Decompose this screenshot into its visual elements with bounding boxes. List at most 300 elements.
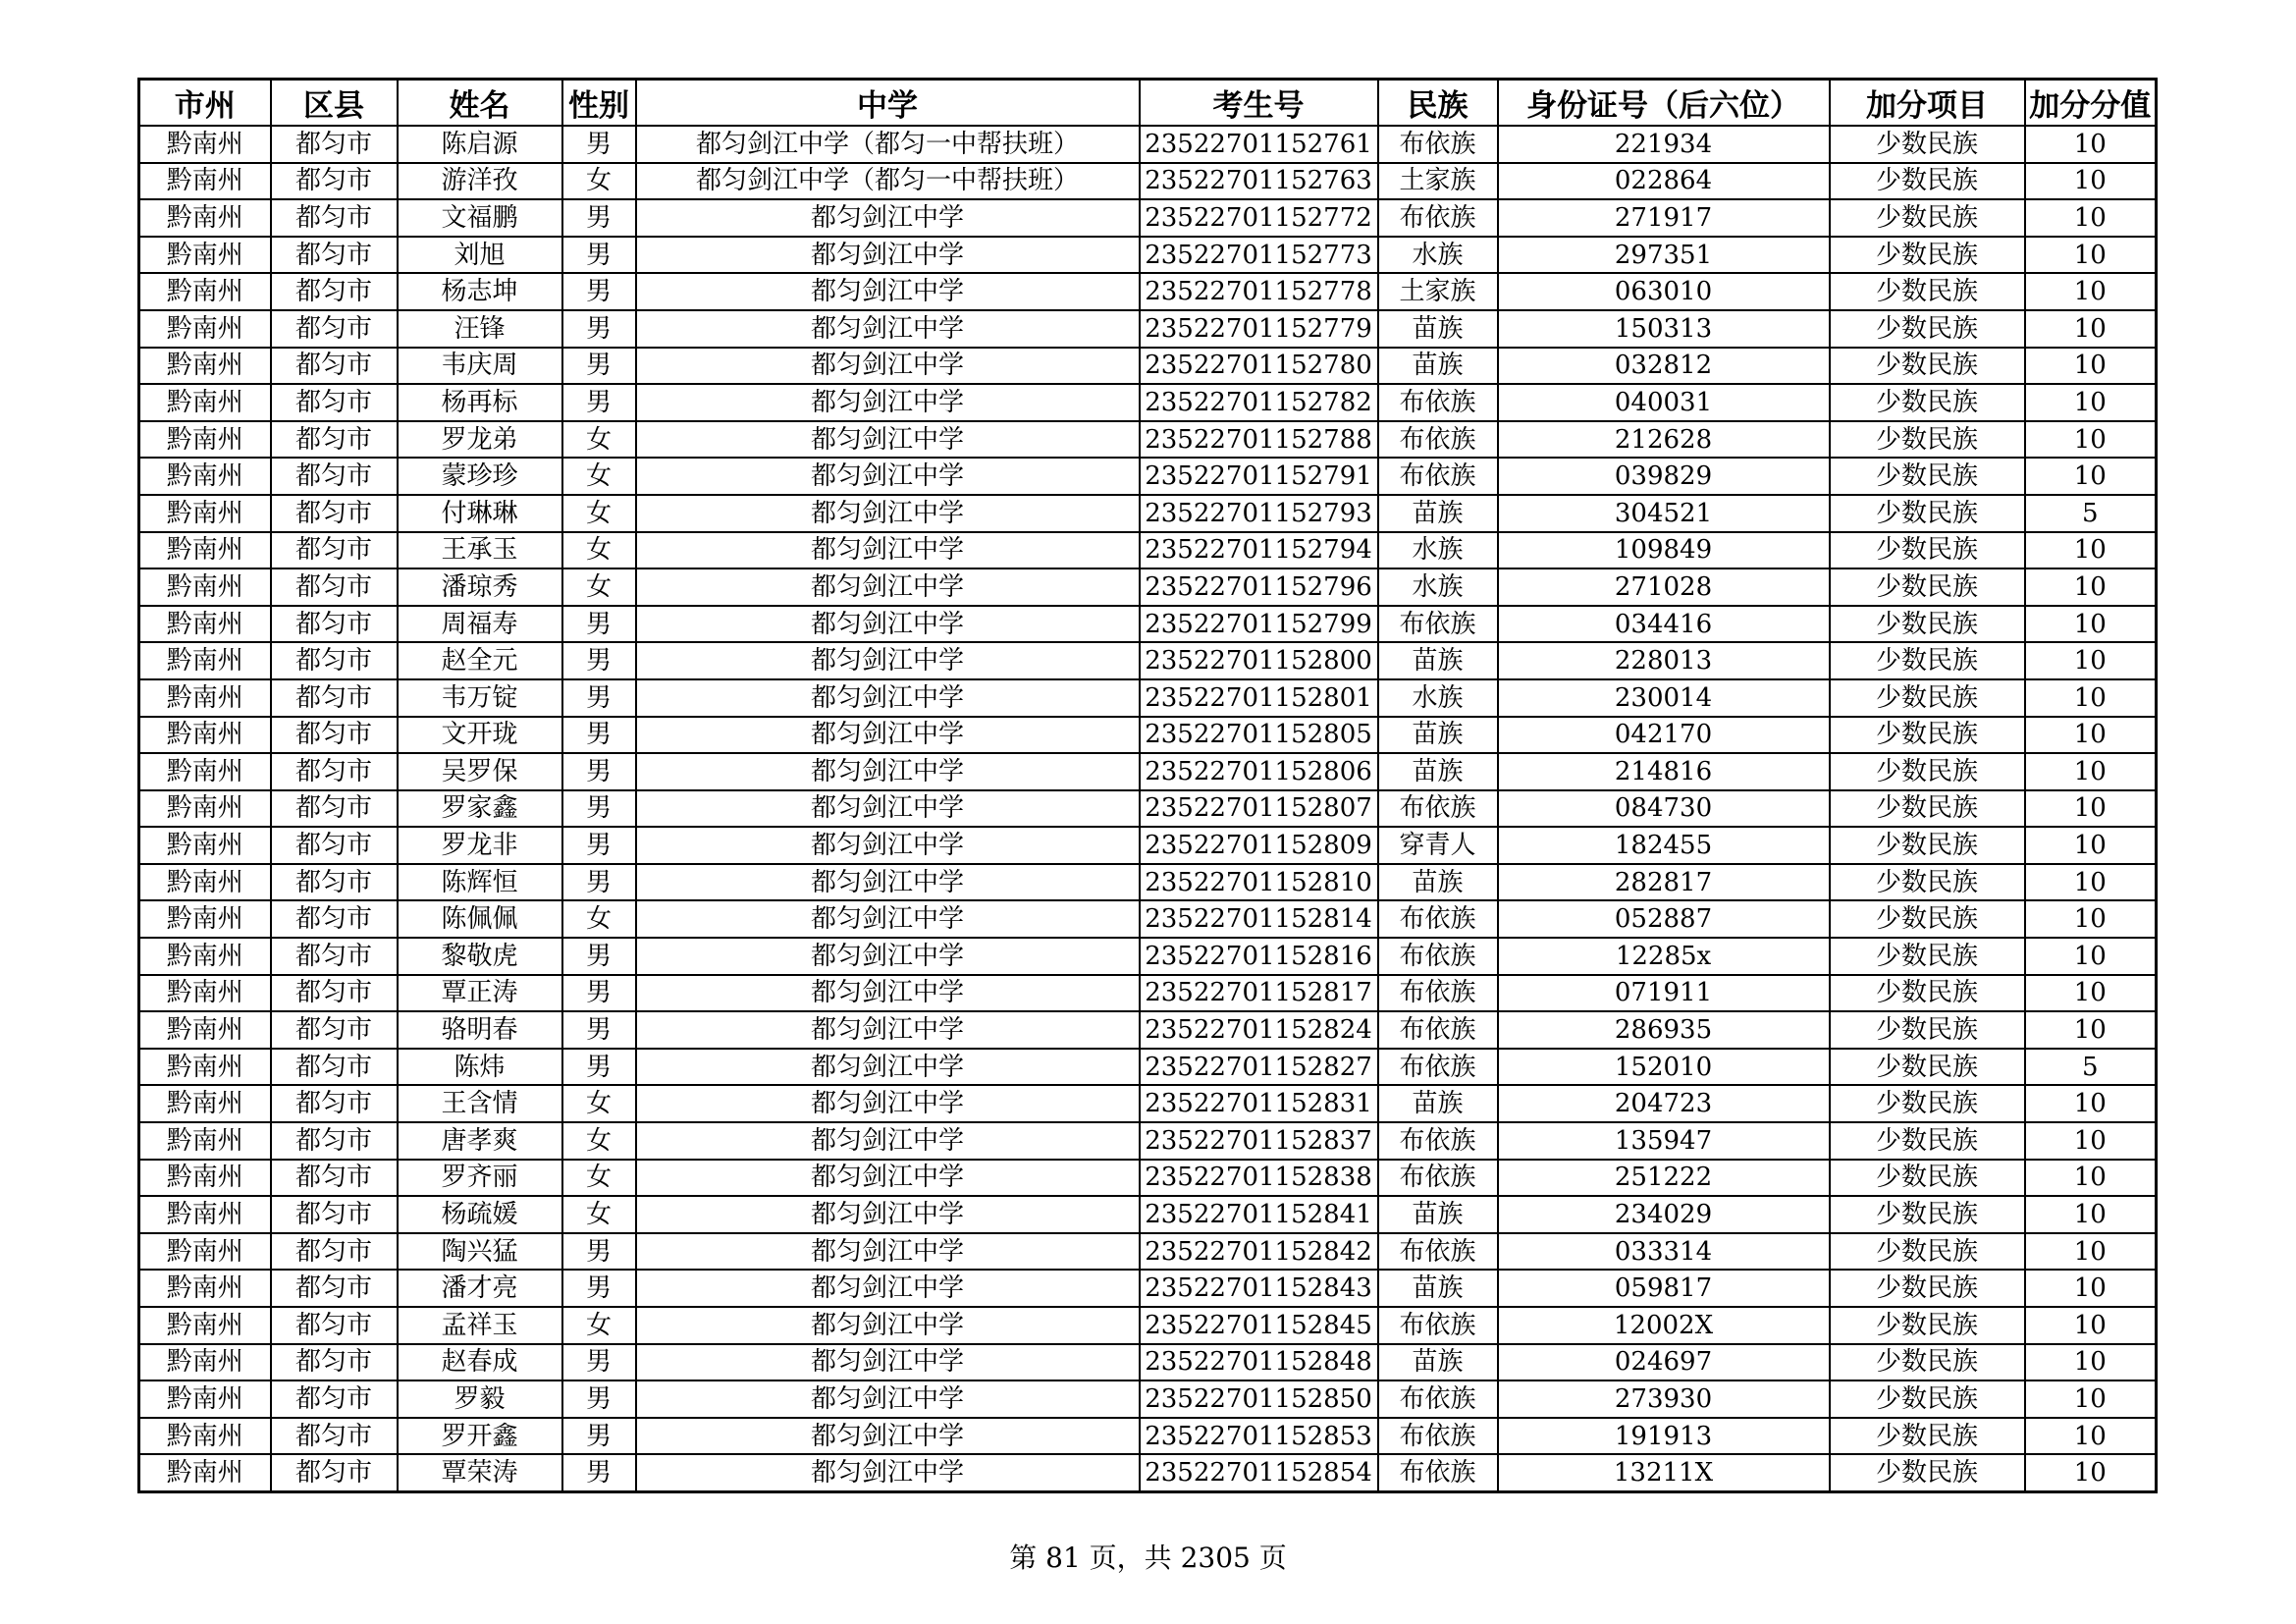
bonus-points-cell: 10 xyxy=(2025,717,2157,754)
id-last-six-cell: 13211X xyxy=(1498,1454,1830,1491)
bonus-points-cell: 10 xyxy=(2025,900,2157,938)
table-row xyxy=(139,1196,2157,1233)
table-body xyxy=(139,126,2157,1491)
name-cell: 唐孝爽 xyxy=(398,1122,562,1160)
table-row xyxy=(139,421,2157,459)
name-cell: 骆明春 xyxy=(398,1011,562,1049)
bonus-points-cell: 10 xyxy=(2025,1380,2157,1418)
school-cell: 都匀剑江中学 xyxy=(636,348,1140,385)
bonus-points-cell: 10 xyxy=(2025,975,2157,1012)
gender-cell: 女 xyxy=(562,568,636,606)
gender-cell: 男 xyxy=(562,642,636,679)
school-cell: 都匀剑江中学（都匀一中帮扶班） xyxy=(636,126,1140,163)
city-cell: 黔南州 xyxy=(139,938,271,975)
district-cell: 都匀市 xyxy=(271,237,398,274)
gender-cell: 男 xyxy=(562,273,636,310)
name-cell: 陈辉恒 xyxy=(398,864,562,901)
gender-cell: 女 xyxy=(562,1122,636,1160)
name-cell: 文福鹏 xyxy=(398,199,562,237)
school-cell: 都匀剑江中学 xyxy=(636,790,1140,828)
school-cell: 都匀剑江中学 xyxy=(636,717,1140,754)
name-cell: 罗齐丽 xyxy=(398,1160,562,1197)
id-last-six-cell: 052887 xyxy=(1498,900,1830,938)
ethnicity-cell: 苗族 xyxy=(1378,753,1498,790)
school-cell: 都匀剑江中学 xyxy=(636,606,1140,643)
gender-cell: 男 xyxy=(562,199,636,237)
bonus-item-cell: 少数民族 xyxy=(1830,1160,2025,1197)
exam-number-cell: 23522701152814 xyxy=(1140,900,1378,938)
school-cell: 都匀剑江中学 xyxy=(636,1011,1140,1049)
id-last-six-cell: 022864 xyxy=(1498,163,1830,200)
gender-cell: 男 xyxy=(562,606,636,643)
table-row xyxy=(139,310,2157,348)
district-cell: 都匀市 xyxy=(271,1418,398,1455)
exam-number-cell: 23522701152799 xyxy=(1140,606,1378,643)
ethnicity-cell: 布依族 xyxy=(1378,458,1498,495)
exam-number-cell: 23522701152793 xyxy=(1140,495,1378,532)
exam-number-cell: 23522701152843 xyxy=(1140,1270,1378,1307)
gender-cell: 男 xyxy=(562,1454,636,1491)
gender-cell: 男 xyxy=(562,384,636,421)
school-cell: 都匀剑江中学（都匀一中帮扶班） xyxy=(636,163,1140,200)
name-cell: 潘琼秀 xyxy=(398,568,562,606)
table-row xyxy=(139,1344,2157,1381)
id-last-six-cell: 304521 xyxy=(1498,495,1830,532)
ethnicity-cell: 穿青人 xyxy=(1378,827,1498,864)
district-cell: 都匀市 xyxy=(271,679,398,717)
bonus-item-cell: 少数民族 xyxy=(1830,753,2025,790)
school-cell: 都匀剑江中学 xyxy=(636,975,1140,1012)
table-row xyxy=(139,606,2157,643)
ethnicity-cell: 布依族 xyxy=(1378,1454,1498,1491)
gender-cell: 男 xyxy=(562,975,636,1012)
exam-number-cell: 23522701152816 xyxy=(1140,938,1378,975)
gender-cell: 女 xyxy=(562,1196,636,1233)
school-cell: 都匀剑江中学 xyxy=(636,1380,1140,1418)
ethnicity-cell: 布依族 xyxy=(1378,1011,1498,1049)
table-row xyxy=(139,532,2157,569)
data-table-container xyxy=(137,78,2155,1493)
col-header-district: 区县 xyxy=(271,80,398,127)
name-cell: 陈佩佩 xyxy=(398,900,562,938)
exam-number-cell: 23522701152763 xyxy=(1140,163,1378,200)
table-row xyxy=(139,273,2157,310)
bonus-points-cell: 10 xyxy=(2025,237,2157,274)
city-cell: 黔南州 xyxy=(139,827,271,864)
ethnicity-cell: 苗族 xyxy=(1378,717,1498,754)
table-row xyxy=(139,679,2157,717)
bonus-points-cell: 10 xyxy=(2025,568,2157,606)
exam-number-cell: 23522701152788 xyxy=(1140,421,1378,459)
ethnicity-cell: 土家族 xyxy=(1378,273,1498,310)
city-cell: 黔南州 xyxy=(139,1122,271,1160)
ethnicity-cell: 布依族 xyxy=(1378,1160,1498,1197)
district-cell: 都匀市 xyxy=(271,1270,398,1307)
bonus-points-cell: 10 xyxy=(2025,348,2157,385)
city-cell: 黔南州 xyxy=(139,495,271,532)
id-last-six-cell: 033314 xyxy=(1498,1233,1830,1271)
id-last-six-cell: 234029 xyxy=(1498,1196,1830,1233)
bonus-points-cell: 10 xyxy=(2025,790,2157,828)
col-header-gender: 性别 xyxy=(562,80,636,127)
district-cell: 都匀市 xyxy=(271,827,398,864)
table-row xyxy=(139,900,2157,938)
name-cell: 游洋孜 xyxy=(398,163,562,200)
table-row xyxy=(139,384,2157,421)
gender-cell: 男 xyxy=(562,1418,636,1455)
table-row xyxy=(139,458,2157,495)
table-row xyxy=(139,348,2157,385)
school-cell: 都匀剑江中学 xyxy=(636,1344,1140,1381)
district-cell: 都匀市 xyxy=(271,348,398,385)
gender-cell: 男 xyxy=(562,126,636,163)
gender-cell: 女 xyxy=(562,495,636,532)
school-cell: 都匀剑江中学 xyxy=(636,273,1140,310)
exam-number-cell: 23522701152837 xyxy=(1140,1122,1378,1160)
id-last-six-cell: 084730 xyxy=(1498,790,1830,828)
school-cell: 都匀剑江中学 xyxy=(636,1233,1140,1271)
school-cell: 都匀剑江中学 xyxy=(636,1160,1140,1197)
id-last-six-cell: 297351 xyxy=(1498,237,1830,274)
school-cell: 都匀剑江中学 xyxy=(636,310,1140,348)
bonus-points-cell: 10 xyxy=(2025,273,2157,310)
gender-cell: 男 xyxy=(562,1011,636,1049)
city-cell: 黔南州 xyxy=(139,1418,271,1455)
gender-cell: 男 xyxy=(562,827,636,864)
district-cell: 都匀市 xyxy=(271,1380,398,1418)
city-cell: 黔南州 xyxy=(139,1085,271,1122)
ethnicity-cell: 布依族 xyxy=(1378,421,1498,459)
district-cell: 都匀市 xyxy=(271,1196,398,1233)
gender-cell: 女 xyxy=(562,1085,636,1122)
name-cell: 罗龙非 xyxy=(398,827,562,864)
school-cell: 都匀剑江中学 xyxy=(636,532,1140,569)
city-cell: 黔南州 xyxy=(139,237,271,274)
city-cell: 黔南州 xyxy=(139,1380,271,1418)
exam-number-cell: 23522701152810 xyxy=(1140,864,1378,901)
exam-number-cell: 23522701152845 xyxy=(1140,1307,1378,1344)
name-cell: 蒙珍珍 xyxy=(398,458,562,495)
bonus-points-cell: 10 xyxy=(2025,1307,2157,1344)
bonus-points-cell: 10 xyxy=(2025,1122,2157,1160)
ethnicity-cell: 苗族 xyxy=(1378,310,1498,348)
gender-cell: 女 xyxy=(562,1160,636,1197)
bonus-points-cell: 10 xyxy=(2025,1454,2157,1491)
city-cell: 黔南州 xyxy=(139,532,271,569)
gender-cell: 男 xyxy=(562,1049,636,1086)
district-cell: 都匀市 xyxy=(271,568,398,606)
id-last-six-cell: 109849 xyxy=(1498,532,1830,569)
bonus-points-table xyxy=(137,78,2158,1493)
district-cell: 都匀市 xyxy=(271,421,398,459)
ethnicity-cell: 苗族 xyxy=(1378,864,1498,901)
bonus-item-cell: 少数民族 xyxy=(1830,1307,2025,1344)
school-cell: 都匀剑江中学 xyxy=(636,1085,1140,1122)
bonus-item-cell: 少数民族 xyxy=(1830,679,2025,717)
school-cell: 都匀剑江中学 xyxy=(636,384,1140,421)
table-row xyxy=(139,1160,2157,1197)
bonus-item-cell: 少数民族 xyxy=(1830,1454,2025,1491)
name-cell: 赵全元 xyxy=(398,642,562,679)
bonus-item-cell: 少数民族 xyxy=(1830,568,2025,606)
bonus-points-cell: 10 xyxy=(2025,1196,2157,1233)
ethnicity-cell: 布依族 xyxy=(1378,1418,1498,1455)
exam-number-cell: 23522701152778 xyxy=(1140,273,1378,310)
exam-number-cell: 23522701152809 xyxy=(1140,827,1378,864)
bonus-points-cell: 10 xyxy=(2025,458,2157,495)
exam-number-cell: 23522701152827 xyxy=(1140,1049,1378,1086)
district-cell: 都匀市 xyxy=(271,384,398,421)
id-last-six-cell: 039829 xyxy=(1498,458,1830,495)
table-row xyxy=(139,1270,2157,1307)
bonus-item-cell: 少数民族 xyxy=(1830,1233,2025,1271)
city-cell: 黔南州 xyxy=(139,1049,271,1086)
id-last-six-cell: 150313 xyxy=(1498,310,1830,348)
gender-cell: 女 xyxy=(562,421,636,459)
name-cell: 刘旭 xyxy=(398,237,562,274)
header-row xyxy=(139,80,2157,127)
table-row xyxy=(139,790,2157,828)
id-last-six-cell: 063010 xyxy=(1498,273,1830,310)
name-cell: 陈炜 xyxy=(398,1049,562,1086)
district-cell: 都匀市 xyxy=(271,532,398,569)
city-cell: 黔南州 xyxy=(139,864,271,901)
school-cell: 都匀剑江中学 xyxy=(636,1307,1140,1344)
bonus-item-cell: 少数民族 xyxy=(1830,1085,2025,1122)
school-cell: 都匀剑江中学 xyxy=(636,1122,1140,1160)
exam-number-cell: 23522701152761 xyxy=(1140,126,1378,163)
district-cell: 都匀市 xyxy=(271,717,398,754)
ethnicity-cell: 苗族 xyxy=(1378,642,1498,679)
exam-number-cell: 23522701152782 xyxy=(1140,384,1378,421)
district-cell: 都匀市 xyxy=(271,1085,398,1122)
id-last-six-cell: 282817 xyxy=(1498,864,1830,901)
school-cell: 都匀剑江中学 xyxy=(636,679,1140,717)
exam-number-cell: 23522701152772 xyxy=(1140,199,1378,237)
city-cell: 黔南州 xyxy=(139,1011,271,1049)
table-row xyxy=(139,864,2157,901)
gender-cell: 男 xyxy=(562,310,636,348)
school-cell: 都匀剑江中学 xyxy=(636,900,1140,938)
exam-number-cell: 23522701152791 xyxy=(1140,458,1378,495)
district-cell: 都匀市 xyxy=(271,1049,398,1086)
exam-number-cell: 23522701152824 xyxy=(1140,1011,1378,1049)
bonus-points-cell: 10 xyxy=(2025,606,2157,643)
bonus-item-cell: 少数民族 xyxy=(1830,790,2025,828)
bonus-item-cell: 少数民族 xyxy=(1830,532,2025,569)
bonus-points-cell: 10 xyxy=(2025,827,2157,864)
id-last-six-cell: 152010 xyxy=(1498,1049,1830,1086)
school-cell: 都匀剑江中学 xyxy=(636,568,1140,606)
district-cell: 都匀市 xyxy=(271,975,398,1012)
bonus-item-cell: 少数民族 xyxy=(1830,1344,2025,1381)
district-cell: 都匀市 xyxy=(271,790,398,828)
exam-number-cell: 23522701152854 xyxy=(1140,1454,1378,1491)
ethnicity-cell: 布依族 xyxy=(1378,1307,1498,1344)
bonus-item-cell: 少数民族 xyxy=(1830,1011,2025,1049)
bonus-points-cell: 10 xyxy=(2025,938,2157,975)
name-cell: 文开珑 xyxy=(398,717,562,754)
bonus-item-cell: 少数民族 xyxy=(1830,495,2025,532)
col-header-school: 中学 xyxy=(636,80,1140,127)
table-row xyxy=(139,717,2157,754)
city-cell: 黔南州 xyxy=(139,310,271,348)
bonus-item-cell: 少数民族 xyxy=(1830,827,2025,864)
col-header-bonus-points: 加分分值 xyxy=(2025,80,2157,127)
ethnicity-cell: 土家族 xyxy=(1378,163,1498,200)
table-row xyxy=(139,975,2157,1012)
gender-cell: 男 xyxy=(562,753,636,790)
ethnicity-cell: 布依族 xyxy=(1378,790,1498,828)
bonus-points-cell: 10 xyxy=(2025,1270,2157,1307)
id-last-six-cell: 228013 xyxy=(1498,642,1830,679)
name-cell: 王含情 xyxy=(398,1085,562,1122)
district-cell: 都匀市 xyxy=(271,1307,398,1344)
bonus-item-cell: 少数民族 xyxy=(1830,384,2025,421)
table-row xyxy=(139,753,2157,790)
district-cell: 都匀市 xyxy=(271,1233,398,1271)
ethnicity-cell: 苗族 xyxy=(1378,348,1498,385)
name-cell: 罗龙弟 xyxy=(398,421,562,459)
ethnicity-cell: 苗族 xyxy=(1378,495,1498,532)
ethnicity-cell: 布依族 xyxy=(1378,1233,1498,1271)
name-cell: 周福寿 xyxy=(398,606,562,643)
name-cell: 王承玉 xyxy=(398,532,562,569)
table-row xyxy=(139,1049,2157,1086)
school-cell: 都匀剑江中学 xyxy=(636,1418,1140,1455)
bonus-points-cell: 10 xyxy=(2025,199,2157,237)
bonus-points-cell: 10 xyxy=(2025,1344,2157,1381)
table-row xyxy=(139,1233,2157,1271)
city-cell: 黔南州 xyxy=(139,568,271,606)
city-cell: 黔南州 xyxy=(139,900,271,938)
ethnicity-cell: 苗族 xyxy=(1378,1196,1498,1233)
bonus-item-cell: 少数民族 xyxy=(1830,1122,2025,1160)
id-last-six-cell: 221934 xyxy=(1498,126,1830,163)
ethnicity-cell: 水族 xyxy=(1378,568,1498,606)
bonus-item-cell: 少数民族 xyxy=(1830,348,2025,385)
school-cell: 都匀剑江中学 xyxy=(636,237,1140,274)
school-cell: 都匀剑江中学 xyxy=(636,642,1140,679)
gender-cell: 男 xyxy=(562,1270,636,1307)
id-last-six-cell: 034416 xyxy=(1498,606,1830,643)
exam-number-cell: 23522701152780 xyxy=(1140,348,1378,385)
ethnicity-cell: 布依族 xyxy=(1378,126,1498,163)
ethnicity-cell: 布依族 xyxy=(1378,1049,1498,1086)
table-row xyxy=(139,237,2157,274)
bonus-item-cell: 少数民族 xyxy=(1830,163,2025,200)
bonus-item-cell: 少数民族 xyxy=(1830,237,2025,274)
school-cell: 都匀剑江中学 xyxy=(636,864,1140,901)
gender-cell: 男 xyxy=(562,237,636,274)
name-cell: 付琳琳 xyxy=(398,495,562,532)
school-cell: 都匀剑江中学 xyxy=(636,753,1140,790)
gender-cell: 男 xyxy=(562,679,636,717)
district-cell: 都匀市 xyxy=(271,126,398,163)
bonus-item-cell: 少数民族 xyxy=(1830,864,2025,901)
table-row xyxy=(139,1307,2157,1344)
district-cell: 都匀市 xyxy=(271,1454,398,1491)
bonus-points-cell: 10 xyxy=(2025,421,2157,459)
city-cell: 黔南州 xyxy=(139,679,271,717)
city-cell: 黔南州 xyxy=(139,717,271,754)
city-cell: 黔南州 xyxy=(139,1454,271,1491)
city-cell: 黔南州 xyxy=(139,199,271,237)
school-cell: 都匀剑江中学 xyxy=(636,1454,1140,1491)
id-last-six-cell: 286935 xyxy=(1498,1011,1830,1049)
city-cell: 黔南州 xyxy=(139,642,271,679)
name-cell: 覃荣涛 xyxy=(398,1454,562,1491)
city-cell: 黔南州 xyxy=(139,458,271,495)
table-row xyxy=(139,1011,2157,1049)
ethnicity-cell: 布依族 xyxy=(1378,199,1498,237)
col-header-name: 姓名 xyxy=(398,80,562,127)
school-cell: 都匀剑江中学 xyxy=(636,199,1140,237)
district-cell: 都匀市 xyxy=(271,1160,398,1197)
ethnicity-cell: 苗族 xyxy=(1378,1270,1498,1307)
bonus-points-cell: 5 xyxy=(2025,495,2157,532)
ethnicity-cell: 布依族 xyxy=(1378,938,1498,975)
col-header-bonus-item: 加分项目 xyxy=(1830,80,2025,127)
bonus-item-cell: 少数民族 xyxy=(1830,273,2025,310)
id-last-six-cell: 273930 xyxy=(1498,1380,1830,1418)
name-cell: 吴罗保 xyxy=(398,753,562,790)
city-cell: 黔南州 xyxy=(139,1307,271,1344)
district-cell: 都匀市 xyxy=(271,642,398,679)
page-footer: 第 81 页，共 2305 页 xyxy=(1009,1542,1287,1574)
id-last-six-cell: 271028 xyxy=(1498,568,1830,606)
name-cell: 杨再标 xyxy=(398,384,562,421)
bonus-item-cell: 少数民族 xyxy=(1830,1418,2025,1455)
exam-number-cell: 23522701152841 xyxy=(1140,1196,1378,1233)
gender-cell: 男 xyxy=(562,1344,636,1381)
school-cell: 都匀剑江中学 xyxy=(636,827,1140,864)
id-last-six-cell: 251222 xyxy=(1498,1160,1830,1197)
table-row xyxy=(139,1122,2157,1160)
name-cell: 陶兴猛 xyxy=(398,1233,562,1271)
bonus-points-cell: 10 xyxy=(2025,532,2157,569)
exam-number-cell: 23522701152796 xyxy=(1140,568,1378,606)
exam-number-cell: 23522701152842 xyxy=(1140,1233,1378,1271)
col-header-exam-number: 考生号 xyxy=(1140,80,1378,127)
exam-number-cell: 23522701152853 xyxy=(1140,1418,1378,1455)
bonus-item-cell: 少数民族 xyxy=(1830,421,2025,459)
gender-cell: 女 xyxy=(562,900,636,938)
exam-number-cell: 23522701152801 xyxy=(1140,679,1378,717)
exam-number-cell: 23522701152817 xyxy=(1140,975,1378,1012)
school-cell: 都匀剑江中学 xyxy=(636,938,1140,975)
exam-number-cell: 23522701152805 xyxy=(1140,717,1378,754)
table-row xyxy=(139,1380,2157,1418)
name-cell: 杨疏媛 xyxy=(398,1196,562,1233)
bonus-item-cell: 少数民族 xyxy=(1830,1380,2025,1418)
table-row xyxy=(139,126,2157,163)
district-cell: 都匀市 xyxy=(271,606,398,643)
city-cell: 黔南州 xyxy=(139,126,271,163)
city-cell: 黔南州 xyxy=(139,1344,271,1381)
name-cell: 覃正涛 xyxy=(398,975,562,1012)
id-last-six-cell: 042170 xyxy=(1498,717,1830,754)
bonus-item-cell: 少数民族 xyxy=(1830,900,2025,938)
bonus-item-cell: 少数民族 xyxy=(1830,717,2025,754)
ethnicity-cell: 布依族 xyxy=(1378,1122,1498,1160)
ethnicity-cell: 水族 xyxy=(1378,532,1498,569)
table-row xyxy=(139,938,2157,975)
exam-number-cell: 23522701152800 xyxy=(1140,642,1378,679)
name-cell: 韦万锭 xyxy=(398,679,562,717)
table-row xyxy=(139,495,2157,532)
school-cell: 都匀剑江中学 xyxy=(636,495,1140,532)
